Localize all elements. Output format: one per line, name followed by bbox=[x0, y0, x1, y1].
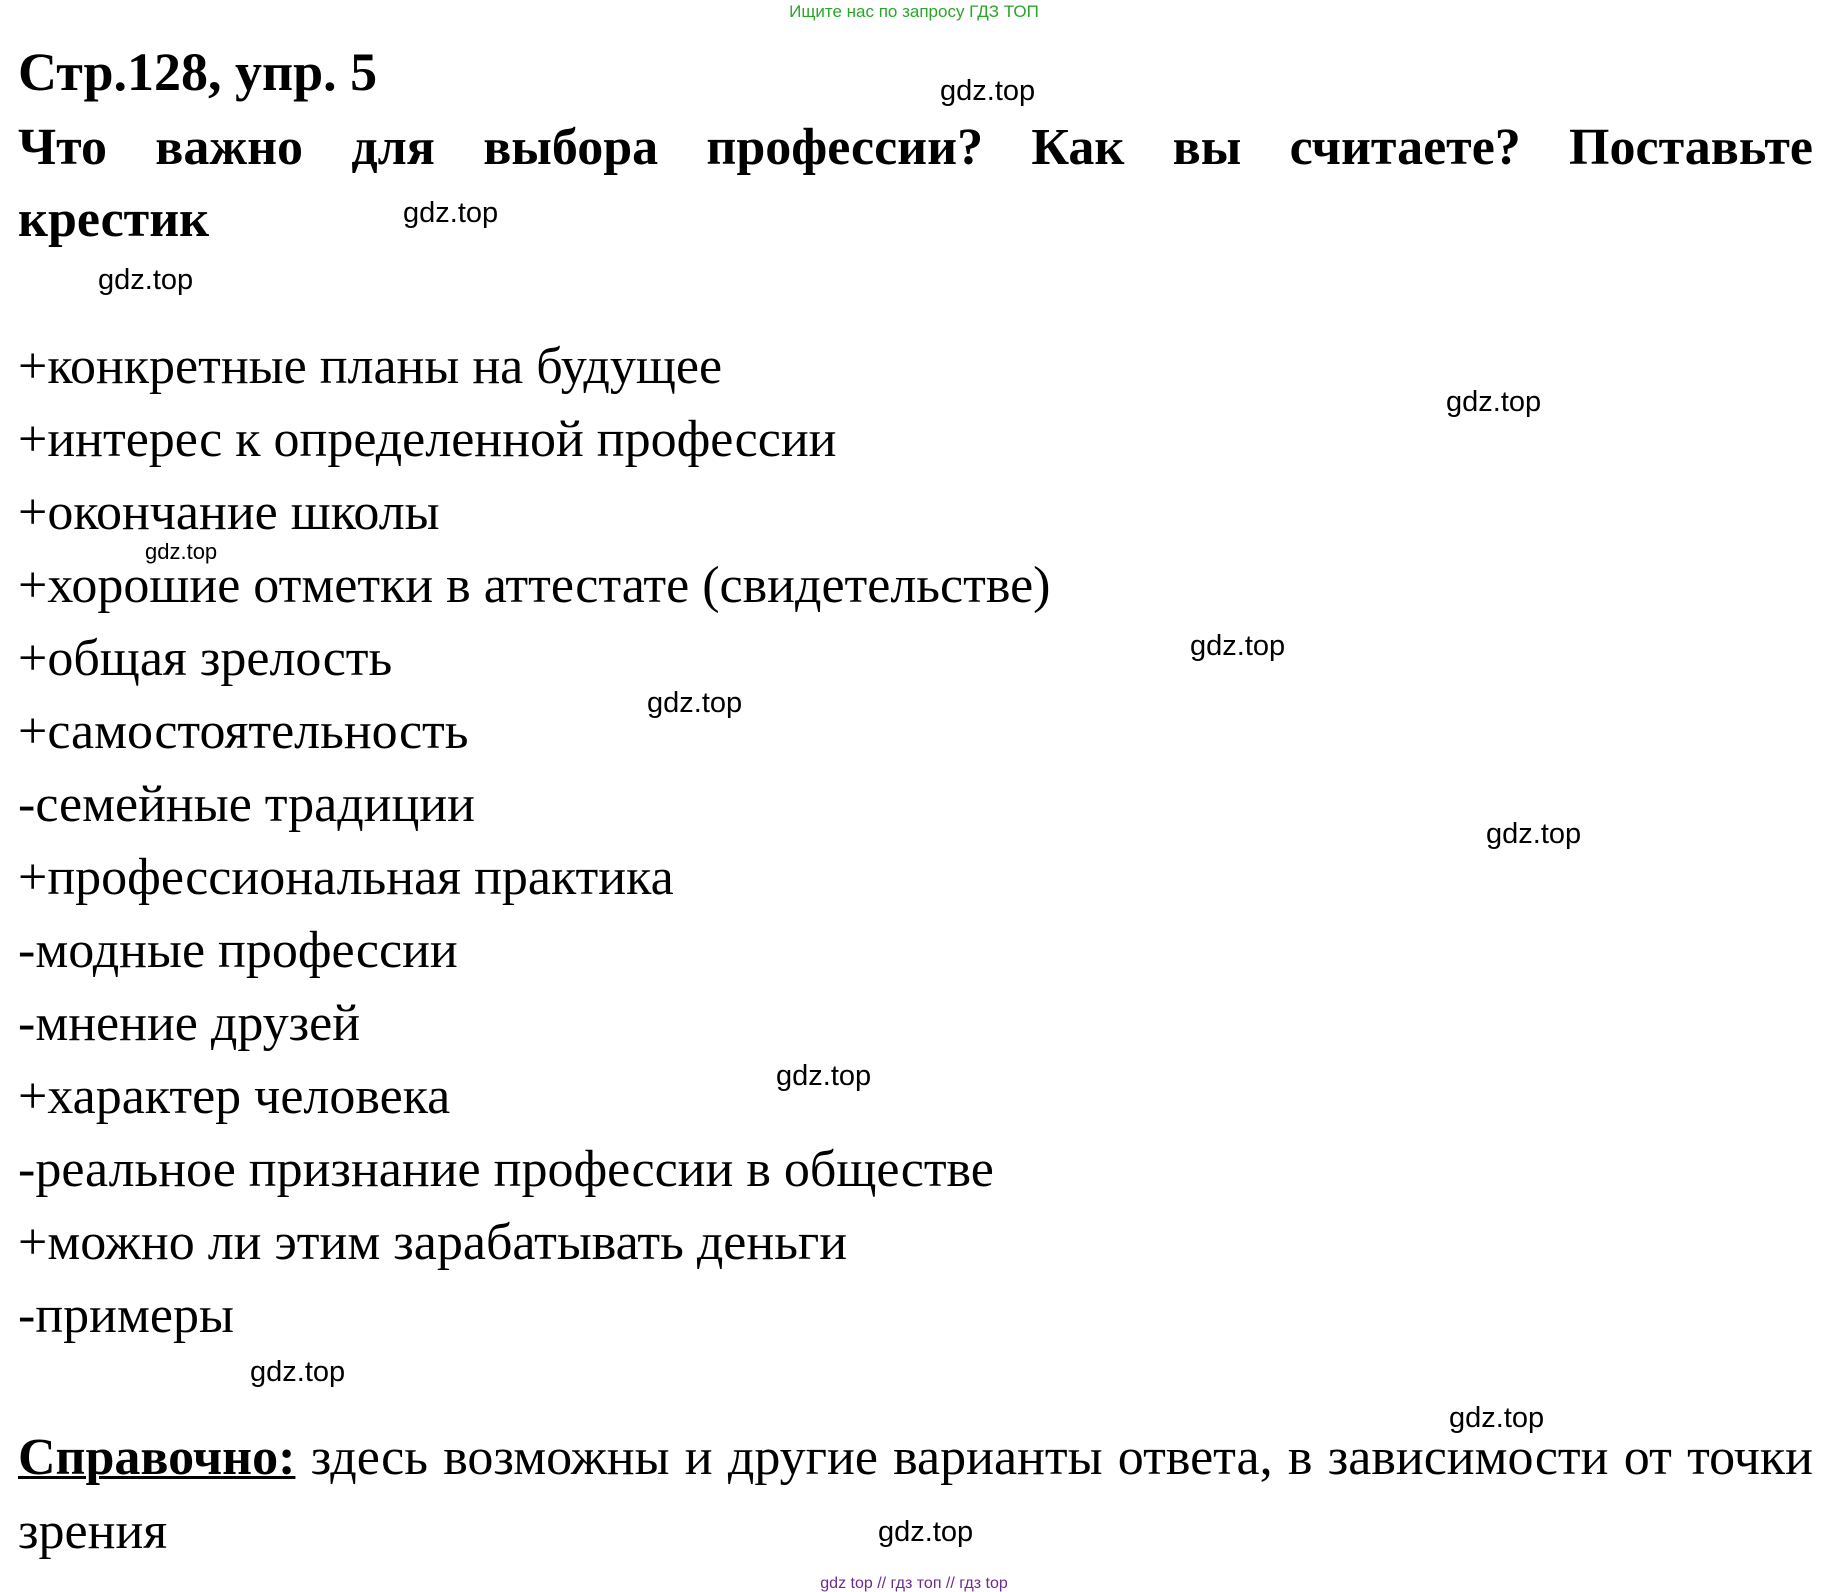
watermark: gdz.top bbox=[1449, 1402, 1545, 1434]
answer-item: +самостоятельность bbox=[18, 703, 469, 760]
answer-item: +хорошие отметки в аттестате (свидетельстве) bbox=[18, 557, 1051, 614]
answer-item: +можно ли этим зарабатывать деньги bbox=[18, 1214, 848, 1271]
watermark: gdz.top bbox=[1486, 818, 1582, 850]
watermark: gdz.top bbox=[647, 687, 743, 719]
watermark: gdz.top bbox=[940, 75, 1036, 107]
answer-item: +общая зрелость bbox=[18, 630, 393, 687]
answer-list bbox=[18, 330, 1050, 1352]
watermark: gdz.top bbox=[250, 1356, 346, 1388]
answer-item: -реальное признание профессии в обществе bbox=[18, 1141, 994, 1198]
exercise-heading: Стр.128, упр. 5 bbox=[18, 42, 378, 102]
answer-item: -модные профессии bbox=[18, 922, 458, 979]
search-hint-banner: Ищите нас по запросу ГДЗ ТОП bbox=[789, 2, 1039, 21]
reference-note-text: здесь возможны и другие варианты ответа, в зависимости от точки зрения bbox=[18, 1429, 1814, 1560]
watermark: gdz.top bbox=[1190, 630, 1286, 662]
answer-item: +характер человека bbox=[18, 1068, 451, 1125]
answer-item: -семейные традиции bbox=[18, 776, 475, 833]
watermark: gdz.top bbox=[878, 1516, 974, 1548]
watermark: gdz.top bbox=[145, 539, 218, 564]
answer-item: +конкретные планы на будущее bbox=[18, 338, 723, 395]
answer-item: -мнение друзей bbox=[18, 995, 361, 1052]
reference-note-label: Справочно: bbox=[18, 1429, 296, 1486]
watermark: gdz.top bbox=[1446, 386, 1542, 418]
watermark: gdz.top bbox=[776, 1060, 872, 1092]
watermark: gdz.top bbox=[98, 264, 194, 296]
footer-watermark: gdz top // гдз топ // гдз top bbox=[820, 1575, 1008, 1592]
answer-item: -примеры bbox=[18, 1287, 234, 1344]
answer-item: +профессиональная практика bbox=[18, 849, 674, 906]
answer-item: +окончание школы bbox=[18, 484, 440, 541]
watermark: gdz.top bbox=[403, 197, 499, 229]
answer-item: +интерес к определенной профессии bbox=[18, 411, 837, 468]
exercise-question: Что важно для выбора профессии? Как вы считаете? Поставьте крестик bbox=[18, 119, 1813, 248]
